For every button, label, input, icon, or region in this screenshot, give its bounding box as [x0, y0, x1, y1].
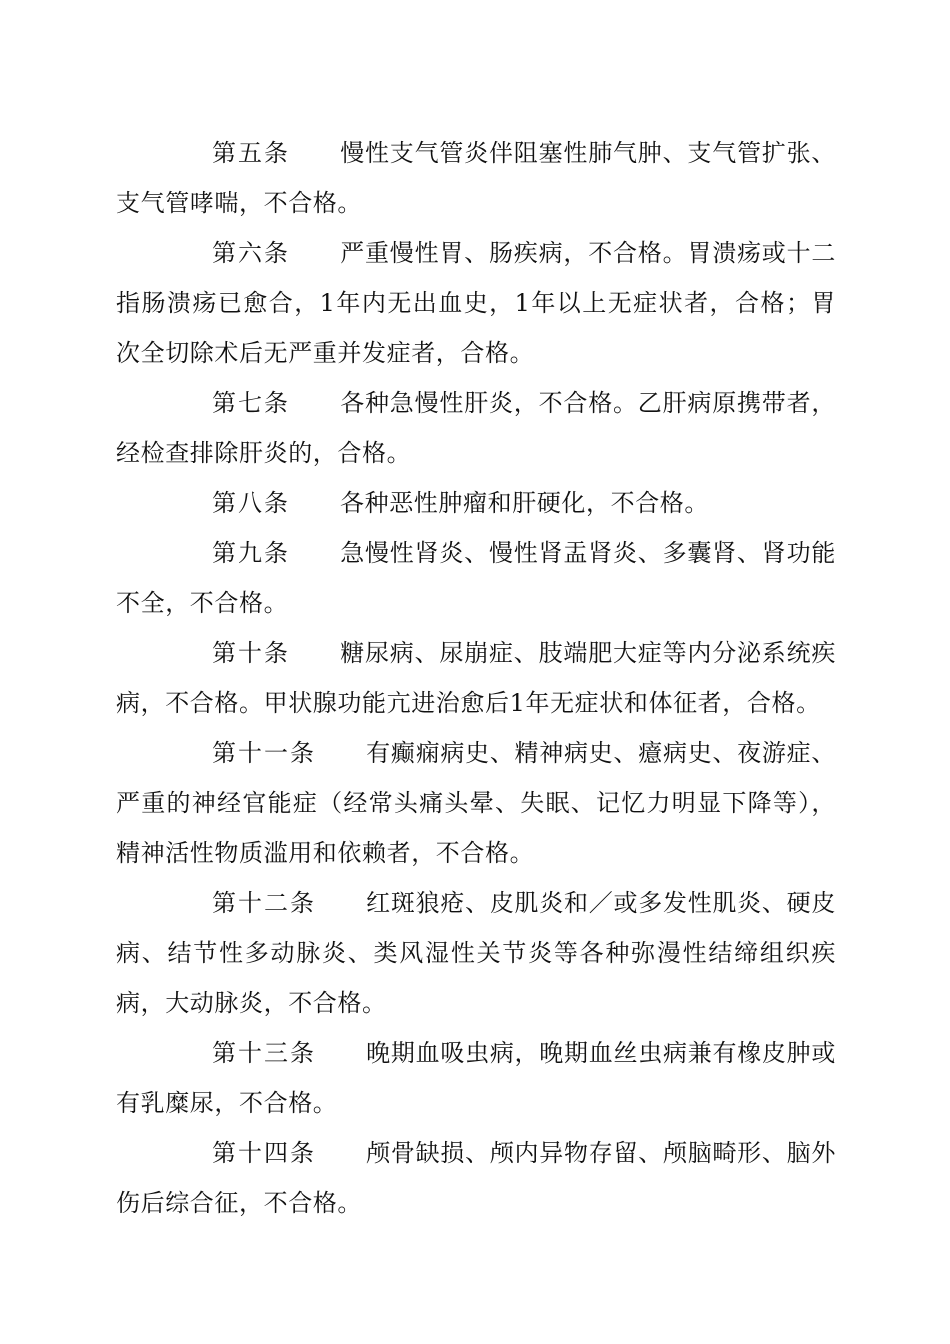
article-number: 第十三条 [212, 1039, 316, 1067]
article-text: 颅骨缺损、颅内异物存留、颅脑畸形、脑外伤后综合征，不合格。 [116, 1139, 836, 1217]
document-page [116, 128, 836, 1228]
article-text: 有癫痫病史、精神病史、癔病史、夜游症、严重的神经官能症（经常头痛头晕、失眠、记忆力明显下降等），精神活性物质滥用和依赖者，不合格。 [116, 739, 836, 867]
article-text: 严重慢性胃、肠疾病，不合格。胃溃疡或十二指肠溃疡已愈合，1年内无出血史，1年以上无症状者，合格；胃次全切除术后无严重并发症者，合格。 [116, 239, 836, 367]
article-7 [116, 378, 836, 478]
article-number: 第十二条 [212, 889, 316, 917]
article-9 [116, 528, 836, 628]
article-12 [116, 878, 836, 1028]
article-text: 各种急慢性肝炎，不合格。乙肝病原携带者，经检查排除肝炎的，合格。 [116, 389, 836, 467]
article-8 [116, 478, 836, 528]
article-number: 第八条 [212, 489, 290, 517]
article-number: 第六条 [212, 239, 290, 267]
article-6 [116, 228, 836, 378]
article-text: 慢性支气管炎伴阻塞性肺气肿、支气管扩张、支气管哮喘，不合格。 [116, 139, 836, 217]
article-text: 各种恶性肿瘤和肝硬化，不合格。 [340, 489, 709, 517]
article-number: 第十一条 [212, 739, 316, 767]
article-number: 第五条 [212, 139, 290, 167]
article-14 [116, 1128, 836, 1228]
article-text: 晚期血吸虫病，晚期血丝虫病兼有橡皮肿或有乳糜尿，不合格。 [116, 1039, 836, 1117]
article-number: 第十条 [212, 639, 290, 667]
article-number: 第十四条 [212, 1139, 316, 1167]
article-text: 糖尿病、尿崩症、肢端肥大症等内分泌系统疾病，不合格。甲状腺功能亢进治愈后1年无症状和体征者，合格。 [116, 639, 836, 717]
article-text: 急慢性肾炎、慢性肾盂肾炎、多囊肾、肾功能不全，不合格。 [116, 539, 836, 617]
article-13 [116, 1028, 836, 1128]
article-11 [116, 728, 836, 878]
article-10 [116, 628, 836, 728]
article-5 [116, 128, 836, 228]
article-text: 红斑狼疮、皮肌炎和／或多发性肌炎、硬皮病、结节性多动脉炎、类风湿性关节炎等各种弥漫性结缔组织疾病，大动脉炎，不合格。 [116, 889, 836, 1017]
article-number: 第九条 [212, 539, 290, 567]
article-number: 第七条 [212, 389, 290, 417]
